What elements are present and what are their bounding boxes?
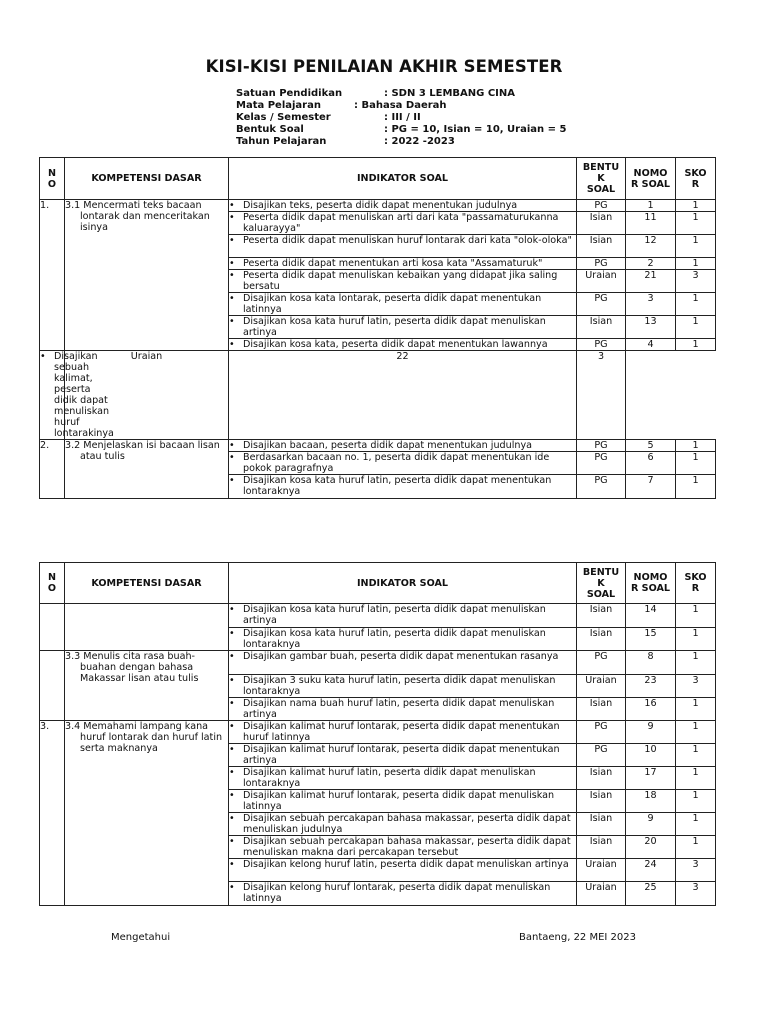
indikator-cell xyxy=(229,452,577,475)
bentuk-soal-cell: Uraian xyxy=(65,351,229,440)
indikator-bullet-item xyxy=(229,212,576,234)
info-label: Satuan Pendidikan xyxy=(236,88,343,99)
signature-left-label: Mengetahui xyxy=(111,932,171,943)
bentuk-soal-cell: Uraian xyxy=(577,859,626,882)
bentuk-soal-cell: Isian xyxy=(577,767,626,790)
indikator-text: Disajikan kelong huruf latin, peserta didik dapat menuliskan artinya xyxy=(243,859,569,870)
bentuk-soal-cell: PG xyxy=(577,721,626,744)
indikator-bullet-item xyxy=(40,351,114,439)
skor-cell: 1 xyxy=(676,721,716,744)
skor-cell: 3 xyxy=(577,351,626,440)
indikator-text: Disajikan kalimat huruf lontarak, peserta didik dapat menentukan artinya xyxy=(243,744,560,766)
indikator-bullet-item xyxy=(229,440,576,451)
indikator-text: Disajikan nama buah huruf latin, peserta didik dapat menuliskan artinya xyxy=(243,698,555,720)
bullet-icon: • xyxy=(229,235,235,246)
indikator-text: Disajikan kelong huruf lontarak, peserta didik dapat menuliskan latinnya xyxy=(243,882,551,904)
indikator-text: Disajikan kalimat huruf lontarak, peserta didik dapat menentukan huruf latinnya xyxy=(243,721,560,743)
indikator-bullet-item xyxy=(229,698,576,720)
nomor-soal-cell: 10 xyxy=(626,744,676,767)
bullet-icon: • xyxy=(229,440,235,451)
kisi-kisi-table-page-2 xyxy=(39,562,716,906)
nomor-soal-cell: 15 xyxy=(626,628,676,651)
info-label: Tahun Pelajaran xyxy=(236,136,327,147)
col-header-bentuk: BENTU K SOAL xyxy=(577,158,626,200)
table-row xyxy=(40,200,716,212)
indikator-cell xyxy=(229,235,577,258)
nomor-soal-cell: 18 xyxy=(626,790,676,813)
indikator-cell xyxy=(229,767,577,790)
document-title: KISI-KISI PENILAIAN AKHIR SEMESTER xyxy=(205,57,563,76)
bentuk-soal-cell: PG xyxy=(577,258,626,270)
table-row xyxy=(40,651,716,675)
skor-cell: 1 xyxy=(676,200,716,212)
indikator-cell xyxy=(229,258,577,270)
indikator-bullet-item xyxy=(229,452,576,474)
skor-cell: 3 xyxy=(676,270,716,293)
indikator-cell xyxy=(229,859,577,882)
nomor-soal-cell: 24 xyxy=(626,859,676,882)
indikator-text: Disajikan gambar buah, peserta didik dapat menentukan rasanya xyxy=(243,651,559,662)
bullet-icon: • xyxy=(229,628,235,639)
indikator-cell xyxy=(229,339,577,351)
bentuk-soal-cell: PG xyxy=(577,452,626,475)
nomor-soal-cell: 22 xyxy=(229,351,577,440)
indikator-cell xyxy=(229,293,577,316)
nomor-soal-cell: 12 xyxy=(626,235,676,258)
indikator-text: Disajikan sebuah kalimat, peserta didik dapat menuliskan huruf lontarakinya xyxy=(54,351,114,439)
row-number: 1. xyxy=(40,200,65,351)
indikator-text: Berdasarkan bacaan no. 1, peserta didik dapat menentukan ide pokok paragrafnya xyxy=(243,452,550,474)
nomor-soal-cell: 9 xyxy=(626,721,676,744)
kompetensi-dasar-text: 3.2 Menjelaskan isi bacaan lisan atau tulis xyxy=(65,440,220,462)
bentuk-soal-cell: Isian xyxy=(577,316,626,339)
indikator-text: Peserta didik dapat menuliskan arti dari kata "passamaturukanna kaluarayya" xyxy=(243,212,559,234)
bentuk-soal-cell: Uraian xyxy=(577,675,626,698)
indikator-cell xyxy=(229,675,577,698)
bentuk-soal-cell: Isian xyxy=(577,698,626,721)
indikator-cell xyxy=(229,628,577,651)
indikator-bullet-item xyxy=(229,270,576,292)
indikator-bullet-item xyxy=(229,604,576,626)
indikator-bullet-item xyxy=(229,675,576,697)
nomor-soal-cell: 14 xyxy=(626,604,676,628)
bentuk-soal-cell: PG xyxy=(577,440,626,452)
col-header-kompetensi: KOMPETENSI DASAR xyxy=(65,158,229,200)
indikator-cell xyxy=(229,270,577,293)
skor-cell: 1 xyxy=(676,604,716,628)
skor-cell: 1 xyxy=(676,836,716,859)
bullet-icon: • xyxy=(229,675,235,686)
bullet-icon: • xyxy=(229,836,235,847)
skor-cell: 3 xyxy=(676,675,716,698)
indikator-bullet-item xyxy=(229,293,576,315)
info-label: Bentuk Soal xyxy=(236,124,304,135)
info-label: Kelas / Semester xyxy=(236,112,331,123)
col-header-no: N O xyxy=(40,563,65,604)
skor-cell: 1 xyxy=(676,452,716,475)
col-header-indikator: INDIKATOR SOAL xyxy=(229,158,577,200)
col-header-kompetensi: KOMPETENSI DASAR xyxy=(65,563,229,604)
indikator-bullet-item xyxy=(229,339,576,350)
indikator-text: Disajikan teks, peserta didik dapat menentukan judulnya xyxy=(243,200,518,211)
indikator-text: Peserta didik dapat menentukan arti kosa kata "Assamaturuk" xyxy=(243,258,543,269)
skor-cell: 1 xyxy=(676,767,716,790)
bullet-icon: • xyxy=(229,212,235,223)
nomor-soal-cell: 4 xyxy=(626,339,676,351)
indikator-cell xyxy=(229,790,577,813)
table-row xyxy=(40,604,716,628)
skor-cell: 1 xyxy=(676,651,716,675)
bullet-icon: • xyxy=(229,882,235,893)
skor-cell: 1 xyxy=(676,813,716,836)
kompetensi-dasar-cell xyxy=(65,721,229,906)
indikator-text: Disajikan kalimat huruf latin, peserta didik dapat menuliskan lontaraknya xyxy=(243,767,536,789)
bullet-icon: • xyxy=(229,258,235,269)
nomor-soal-cell: 8 xyxy=(626,651,676,675)
kompetensi-dasar-cell xyxy=(65,604,229,651)
indikator-text: Disajikan kosa kata huruf latin, peserta didik dapat menuliskan artinya xyxy=(243,604,546,626)
bullet-icon: • xyxy=(229,316,235,327)
bentuk-soal-cell: PG xyxy=(577,339,626,351)
indikator-text: Disajikan sebuah percakapan bahasa makassar, peserta didik dapat menuliskan makna dari percakapan tersebut xyxy=(243,836,571,858)
info-label: Mata Pelajaran xyxy=(236,100,321,111)
kisi-kisi-table-page-1 xyxy=(39,157,716,499)
table-row xyxy=(40,351,716,440)
indikator-cell xyxy=(229,651,577,675)
indikator-bullet-item xyxy=(229,628,576,650)
skor-cell: 1 xyxy=(676,440,716,452)
indikator-bullet-item xyxy=(229,475,576,497)
table-header-row xyxy=(40,158,716,200)
info-value: : PG = 10, Isian = 10, Uraian = 5 xyxy=(384,124,567,135)
row-number: 3. xyxy=(40,721,65,906)
info-value: : SDN 3 LEMBANG CINA xyxy=(384,88,516,99)
nomor-soal-cell: 2 xyxy=(626,258,676,270)
indikator-text: Disajikan 3 suku kata huruf latin, peserta didik dapat menuliskan lontaraknya xyxy=(243,675,556,697)
indikator-bullet-item xyxy=(229,767,576,789)
indikator-cell xyxy=(229,200,577,212)
indikator-cell xyxy=(229,604,577,628)
col-header-nomor: NOMO R SOAL xyxy=(626,563,676,604)
row-number xyxy=(40,651,65,721)
kompetensi-dasar-cell xyxy=(65,200,229,351)
indikator-text: Disajikan kalimat huruf lontarak, peserta didik dapat menuliskan latinnya xyxy=(243,790,555,812)
col-header-indikator: INDIKATOR SOAL xyxy=(229,563,577,604)
kompetensi-dasar-cell xyxy=(65,440,229,499)
bullet-icon: • xyxy=(229,339,235,350)
indikator-bullet-item xyxy=(229,813,576,835)
skor-cell: 1 xyxy=(676,258,716,270)
bullet-icon: • xyxy=(229,604,235,615)
indikator-bullet-item xyxy=(229,836,576,858)
indikator-cell xyxy=(229,813,577,836)
skor-cell: 1 xyxy=(676,744,716,767)
bentuk-soal-cell: PG xyxy=(577,293,626,316)
kompetensi-dasar-text: 3.1 Mencermati teks bacaan lontarak dan menceritakan isinya xyxy=(65,200,210,233)
indikator-cell xyxy=(229,316,577,339)
skor-cell: 1 xyxy=(676,316,716,339)
skor-cell: 3 xyxy=(676,882,716,906)
kompetensi-dasar-text: 3.4 Memahami lampang kana huruf lontarak dan huruf latin serta maknanya xyxy=(65,721,223,754)
nomor-soal-cell: 20 xyxy=(626,836,676,859)
bullet-icon: • xyxy=(229,651,235,662)
col-header-bentuk: BENTU K SOAL xyxy=(577,563,626,604)
bullet-icon: • xyxy=(229,790,235,801)
skor-cell: 1 xyxy=(676,628,716,651)
indikator-cell xyxy=(229,744,577,767)
kompetensi-dasar-cell xyxy=(65,651,229,721)
indikator-bullet-item xyxy=(229,235,576,246)
indikator-bullet-item xyxy=(229,721,576,743)
indikator-cell xyxy=(229,440,577,452)
skor-cell: 1 xyxy=(676,339,716,351)
skor-cell: 3 xyxy=(676,859,716,882)
skor-cell: 1 xyxy=(676,698,716,721)
bentuk-soal-cell: Isian xyxy=(577,212,626,235)
indikator-cell xyxy=(229,212,577,235)
col-header-skor: SKO R xyxy=(676,563,716,604)
skor-cell: 1 xyxy=(676,235,716,258)
indikator-text: Disajikan bacaan, peserta didik dapat menentukan judulnya xyxy=(243,440,532,451)
indikator-bullet-item xyxy=(229,316,576,338)
bentuk-soal-cell: PG xyxy=(577,475,626,499)
indikator-bullet-item xyxy=(229,258,576,269)
table-header-row xyxy=(40,563,716,604)
nomor-soal-cell: 5 xyxy=(626,440,676,452)
bullet-icon: • xyxy=(40,351,46,362)
indikator-bullet-item xyxy=(229,882,576,904)
bentuk-soal-cell: Isian xyxy=(577,790,626,813)
bentuk-soal-cell: PG xyxy=(577,744,626,767)
row-number xyxy=(40,604,65,651)
nomor-soal-cell: 9 xyxy=(626,813,676,836)
skor-cell: 1 xyxy=(676,293,716,316)
bullet-icon: • xyxy=(229,698,235,709)
indikator-cell xyxy=(40,351,114,440)
info-value: : III / II xyxy=(384,112,421,123)
indikator-text: Disajikan kosa kata huruf latin, peserta didik dapat menuliskan artinya xyxy=(243,316,546,338)
indikator-bullet-item xyxy=(229,859,576,870)
bullet-icon: • xyxy=(229,744,235,755)
skor-cell: 1 xyxy=(676,212,716,235)
bullet-icon: • xyxy=(229,475,235,486)
nomor-soal-cell: 23 xyxy=(626,675,676,698)
indikator-text: Peserta didik dapat menuliskan kebaikan yang didapat jika saling bersatu xyxy=(243,270,558,292)
nomor-soal-cell: 11 xyxy=(626,212,676,235)
indikator-text: Disajikan kosa kata lontarak, peserta didik dapat menentukan latinnya xyxy=(243,293,542,315)
info-value: : 2022 -2023 xyxy=(384,136,455,147)
bentuk-soal-cell: Isian xyxy=(577,235,626,258)
nomor-soal-cell: 3 xyxy=(626,293,676,316)
indikator-bullet-item xyxy=(229,651,576,662)
nomor-soal-cell: 1 xyxy=(626,200,676,212)
bentuk-soal-cell: Isian xyxy=(577,628,626,651)
bentuk-soal-cell: Uraian xyxy=(577,882,626,906)
bullet-icon: • xyxy=(229,859,235,870)
table-row xyxy=(40,440,716,452)
indikator-cell xyxy=(229,475,577,499)
bullet-icon: • xyxy=(229,270,235,281)
indikator-bullet-item xyxy=(229,744,576,766)
row-number: 2. xyxy=(40,440,65,499)
indikator-text: Disajikan kosa kata, peserta didik dapat menentukan lawannya xyxy=(243,339,548,350)
nomor-soal-cell: 6 xyxy=(626,452,676,475)
nomor-soal-cell: 13 xyxy=(626,316,676,339)
signature-date: Bantaeng, 22 MEI 2023 xyxy=(519,932,636,943)
indikator-cell xyxy=(229,882,577,906)
bentuk-soal-cell: Uraian xyxy=(577,270,626,293)
info-value: : Bahasa Daerah xyxy=(354,100,447,111)
kompetensi-dasar-text: 3.3 Menulis cita rasa buah-buahan dengan bahasa Makassar lisan atau tulis xyxy=(65,651,199,684)
indikator-text: Disajikan kosa kata huruf latin, peserta didik dapat menentukan lontaraknya xyxy=(243,475,552,497)
skor-cell: 1 xyxy=(676,475,716,499)
indikator-cell xyxy=(229,836,577,859)
col-header-skor: SKO R xyxy=(676,158,716,200)
bentuk-soal-cell: Isian xyxy=(577,813,626,836)
nomor-soal-cell: 25 xyxy=(626,882,676,906)
indikator-bullet-item xyxy=(229,790,576,812)
bentuk-soal-cell: Isian xyxy=(577,836,626,859)
table-row xyxy=(40,721,716,744)
skor-cell: 1 xyxy=(676,790,716,813)
indikator-text: Disajikan kosa kata huruf latin, peserta didik dapat menuliskan lontaraknya xyxy=(243,628,546,650)
indikator-text: Peserta didik dapat menuliskan huruf lontarak dari kata "olok-oloka" xyxy=(243,235,572,246)
indikator-bullet-item xyxy=(229,200,576,211)
bentuk-soal-cell: Isian xyxy=(577,604,626,628)
nomor-soal-cell: 21 xyxy=(626,270,676,293)
nomor-soal-cell: 7 xyxy=(626,475,676,499)
indikator-text: Disajikan sebuah percakapan bahasa makassar, peserta didik dapat menuliskan judulnya xyxy=(243,813,571,835)
nomor-soal-cell: 16 xyxy=(626,698,676,721)
nomor-soal-cell: 17 xyxy=(626,767,676,790)
indikator-cell xyxy=(229,698,577,721)
col-header-no: N O xyxy=(40,158,65,200)
indikator-cell xyxy=(229,721,577,744)
col-header-nomor: NOMO R SOAL xyxy=(626,158,676,200)
bullet-icon: • xyxy=(229,721,235,732)
bullet-icon: • xyxy=(229,767,235,778)
bullet-icon: • xyxy=(229,293,235,304)
bentuk-soal-cell: PG xyxy=(577,200,626,212)
bullet-icon: • xyxy=(229,200,235,211)
bullet-icon: • xyxy=(229,813,235,824)
bentuk-soal-cell: PG xyxy=(577,651,626,675)
bullet-icon: • xyxy=(229,452,235,463)
